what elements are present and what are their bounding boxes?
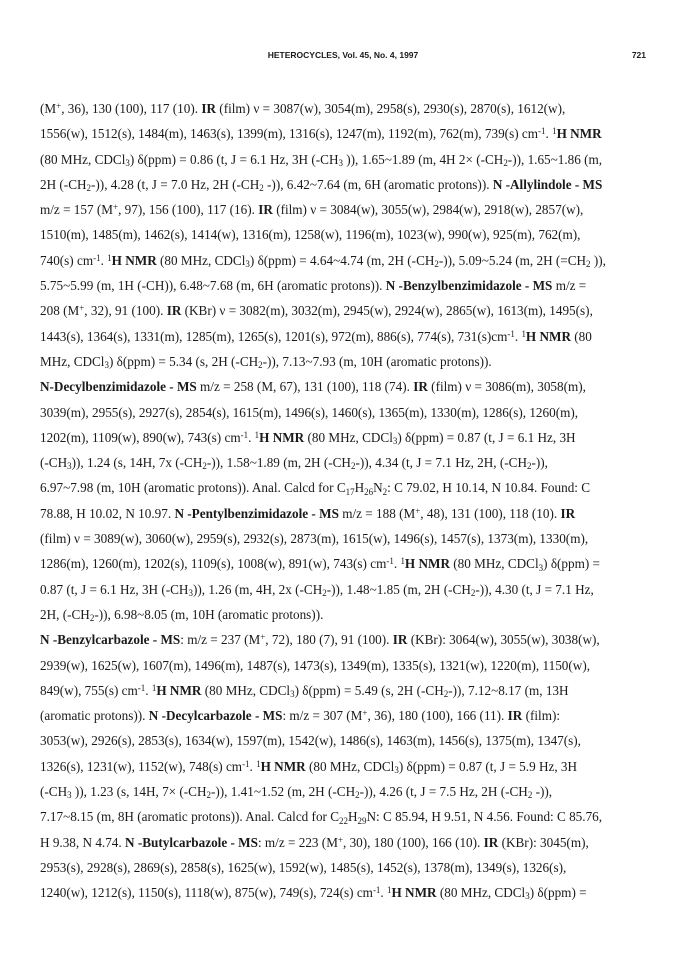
bold-label: IR bbox=[392, 632, 408, 648]
subscript: 2 bbox=[259, 183, 264, 194]
text-run: (KBr) ν = 3082(m), 3032(m), 2945(w), 2924(w), 2865(w), 1613(m), 1495(s), bbox=[181, 303, 593, 319]
text-run: -)), 1.65~1.86 (m, bbox=[507, 151, 603, 167]
text-run: 1326(s), 1231(w), 1152(w), 748(s) cm bbox=[40, 758, 243, 774]
text-run: . bbox=[545, 126, 553, 142]
superscript: 1 bbox=[400, 556, 405, 567]
bold-label: IR bbox=[560, 505, 576, 521]
bold-label: H NMR bbox=[260, 758, 306, 774]
subscript: 2 bbox=[443, 689, 449, 700]
text-line bbox=[40, 703, 650, 728]
text-run: m/z = 258 (M, 67), 131 (100), 118 (74). bbox=[196, 379, 414, 395]
text-run: -)), 5.09~5.24 (m, 2H (=CH bbox=[438, 252, 587, 268]
subscript: 3 bbox=[525, 891, 530, 902]
subscript: 2 bbox=[355, 790, 360, 801]
superscript: + bbox=[113, 202, 119, 213]
bold-label: N-Decylbenzimidazole - MS bbox=[40, 379, 197, 395]
subscript: 3 bbox=[104, 360, 109, 371]
text-line bbox=[40, 526, 650, 551]
text-run: (film) ν = 3089(w), 3060(w), 2959(s), 2932(s), 2873(m), 1615(w), 1496(s), 1457(s), 1373(m), 1330(m), bbox=[40, 531, 589, 547]
subscript: 2 bbox=[527, 790, 533, 801]
text-run: (80 MHz, CDCl bbox=[304, 429, 393, 445]
text-run: 849(w), 755(s) cm bbox=[40, 682, 138, 698]
text-run: . bbox=[248, 429, 255, 445]
bold-label: H NMR bbox=[391, 885, 437, 901]
subscript: 2 bbox=[350, 461, 356, 472]
journal-reference: HETEROCYCLES, Vol. 45, No. 4, 1997 bbox=[267, 50, 419, 60]
text-line bbox=[40, 501, 650, 526]
text-run: -)), 4.26 (t, J = 7.5 Hz, 2H (-CH bbox=[359, 784, 528, 800]
superscript: + bbox=[56, 100, 62, 111]
text-line bbox=[40, 678, 650, 703]
text-line bbox=[40, 830, 650, 855]
superscript: -1 bbox=[372, 885, 381, 896]
text-line bbox=[40, 653, 650, 678]
text-run: 2953(s), 2928(s), 2869(s), 2858(s), 1625(w), 1592(w), 1485(s), 1452(s), 1378(m), 1349(s), 1326(s), bbox=[40, 859, 567, 875]
text-run: )), 1.26 (m, 4H, 2x (-CH bbox=[192, 581, 323, 597]
subscript: 17 bbox=[345, 486, 355, 497]
text-run: H bbox=[348, 809, 358, 825]
superscript: + bbox=[260, 632, 266, 643]
subscript: 3 bbox=[245, 259, 250, 270]
subscript: 2 bbox=[258, 360, 263, 371]
text-run: )), bbox=[590, 252, 606, 268]
text-line bbox=[40, 349, 650, 374]
text-run: 2H, (-CH bbox=[40, 606, 90, 622]
bold-label: IR bbox=[413, 379, 428, 395]
subscript: 2 bbox=[89, 613, 95, 624]
text-run: 6.97~7.98 (m, 10H (aromatic protons)). Anal. Calcd for C bbox=[40, 480, 346, 496]
text-run: . bbox=[145, 682, 152, 698]
bold-label: IR bbox=[483, 834, 499, 850]
text-run: MHz, CDCl bbox=[40, 353, 105, 369]
text-line bbox=[40, 374, 650, 399]
text-line bbox=[40, 273, 650, 298]
bold-label: N -Butylcarbazole - MS bbox=[125, 834, 258, 850]
superscript: + bbox=[362, 708, 368, 719]
text-run: : m/z = 223 (M bbox=[257, 834, 338, 850]
text-run: -)), 7.12~8.17 (m, 13H bbox=[448, 682, 569, 698]
text-run: -)), 4.30 (t, J = 7.1 Hz, bbox=[475, 581, 594, 597]
superscript: 1 bbox=[552, 126, 557, 137]
text-line bbox=[40, 147, 650, 172]
text-run: 1556(w), 1512(s), 1484(m), 1463(s), 1399(m), 1316(s), 1247(m), 1192(m), 762(m), 739(s) cm bbox=[40, 126, 538, 142]
text-run: -)), 7.13~7.93 (m, 10H (aromatic protons)). bbox=[262, 353, 492, 369]
paragraph bbox=[40, 627, 650, 905]
text-run: -)), 6.98~8.05 (m, 10H (aromatic protons)). bbox=[94, 606, 324, 622]
text-run: m/z = 157 (M bbox=[40, 202, 114, 218]
bold-label: IR bbox=[201, 101, 216, 116]
text-run: . bbox=[100, 252, 108, 268]
bold-label: H NMR bbox=[525, 328, 571, 344]
bold-label: N -Benzylcarbazole - MS bbox=[40, 632, 181, 648]
superscript: + bbox=[415, 505, 421, 516]
text-run: , 48), 131 (100), 118 (10). bbox=[420, 505, 561, 521]
text-line bbox=[40, 754, 650, 779]
text-line bbox=[40, 121, 650, 146]
text-run: , 97), 156 (100), 117 (16). bbox=[118, 202, 259, 218]
text-run: , 32), 91 (100). bbox=[84, 303, 167, 319]
text-run: . bbox=[249, 758, 257, 774]
text-line bbox=[40, 298, 650, 323]
text-run: N bbox=[373, 480, 383, 496]
text-line bbox=[40, 324, 650, 349]
superscript: 1 bbox=[521, 328, 526, 339]
text-run: (KBr): 3045(m), bbox=[498, 834, 589, 850]
text-run: (film) ν = 3086(m), 3058(m), bbox=[427, 379, 586, 395]
superscript: 1 bbox=[387, 885, 392, 896]
text-run: )), 1.23 (s, 14H, 7× (-CH bbox=[71, 784, 207, 800]
text-run: 208 (M bbox=[40, 303, 80, 319]
subscript: 2 bbox=[434, 259, 439, 270]
bold-label: H NMR bbox=[259, 429, 305, 445]
text-line bbox=[40, 248, 650, 273]
subscript: 22 bbox=[339, 815, 348, 826]
text-run: (80 MHz, CDCl bbox=[201, 682, 291, 698]
superscript: + bbox=[337, 834, 343, 845]
text-run: 1510(m), 1485(m), 1462(s), 1414(w), 1316(m), 1258(w), 1196(m), 1023(w), 990(w), 925(m), 762(m), bbox=[40, 227, 581, 243]
text-run: (80 MHz, CDCl bbox=[40, 151, 126, 167]
text-run: : m/z = 307 (M bbox=[282, 708, 363, 724]
text-run: ) δ(ppm) = 5.34 (s, 2H (-CH bbox=[108, 353, 259, 369]
text-run: 7.17~8.15 (m, 8H (aromatic protons)). Anal. Calcd for C bbox=[40, 809, 340, 825]
bold-label: H NMR bbox=[556, 126, 602, 142]
text-run: ) δ(ppm) = 4.64~4.74 (m, 2H (-CH bbox=[249, 252, 435, 268]
paragraph bbox=[40, 96, 650, 374]
subscript: 2 bbox=[586, 259, 591, 270]
text-line bbox=[40, 880, 650, 905]
subscript: 3 bbox=[394, 764, 399, 775]
text-line bbox=[40, 577, 650, 602]
text-run: -)), 1.41~1.52 (m, 2H (-CH bbox=[210, 784, 356, 800]
text-run: -)), 1.58~1.89 (m, 2H (-CH bbox=[206, 455, 351, 471]
subscript: 3 bbox=[290, 689, 295, 700]
text-line bbox=[40, 172, 650, 197]
text-run: ) δ(ppm) = 0.87 (t, J = 5.9 Hz, 3H bbox=[398, 758, 578, 774]
text-line bbox=[40, 855, 650, 880]
text-run: 1443(s), 1364(s), 1331(m), 1285(m), 1265(s), 1201(s), 972(m), 886(s), 774(s), 731(s)cm bbox=[40, 328, 508, 344]
text-run: (-CH bbox=[40, 455, 68, 471]
text-run: 740(s) cm bbox=[40, 252, 94, 268]
superscript: -1 bbox=[242, 758, 250, 769]
subscript: 2 bbox=[86, 183, 92, 194]
text-line bbox=[40, 551, 650, 576]
text-run: -)), 4.34 (t, J = 7.1 Hz, 2H, (-CH bbox=[355, 455, 527, 471]
text-run: 2H (-CH bbox=[40, 176, 87, 192]
text-run: H bbox=[354, 480, 365, 496]
text-run: 1286(m), 1260(m), 1202(s), 1109(s), 1008(w), 891(w), 743(s) cm bbox=[40, 556, 387, 572]
superscript: 1 bbox=[256, 758, 261, 769]
text-run: m/z = 188 (M bbox=[338, 505, 416, 521]
text-run: -)), bbox=[531, 455, 548, 471]
bold-label: IR bbox=[166, 303, 182, 319]
bold-label: N -Allylindole - MS bbox=[492, 176, 603, 192]
subscript: 2 bbox=[503, 157, 508, 168]
text-run: (80 MHz, CDCl bbox=[156, 252, 246, 268]
text-run: : m/z = 237 (M bbox=[180, 632, 261, 648]
text-run: ) δ(ppm) = bbox=[529, 885, 587, 901]
superscript: + bbox=[79, 303, 85, 314]
bold-label: N -Decylcarbazole - MS bbox=[148, 708, 283, 724]
text-run: N: C 85.94, H 9.51, N 4.56. Found: C 85.76, bbox=[366, 809, 603, 825]
text-run: . bbox=[514, 328, 522, 344]
bold-label: H NMR bbox=[404, 556, 450, 572]
body-text bbox=[40, 96, 650, 906]
text-run: , 72), 180 (7), 91 (100). bbox=[265, 632, 393, 648]
text-run: )), 1.65~1.89 (m, 4H 2× (-CH bbox=[342, 151, 504, 167]
bold-label: IR bbox=[258, 202, 273, 218]
text-run: ) δ(ppm) = bbox=[543, 556, 600, 572]
text-run: (80 MHz, CDCl bbox=[305, 758, 395, 774]
text-run: (-CH bbox=[40, 784, 68, 800]
subscript: 3 bbox=[338, 157, 343, 168]
text-run: ) δ(ppm) = 0.87 (t, J = 6.1 Hz, 3H bbox=[397, 429, 576, 445]
text-run: 3039(m), 2955(s), 2927(s), 2854(s), 1615(m), 1496(s), 1460(s), 1365(m), 1330(m), 1286(s), 1260(m), bbox=[40, 404, 579, 420]
bold-label: N -Pentylbenzimidazole - MS bbox=[174, 505, 339, 521]
superscript: -1 bbox=[386, 556, 394, 567]
text-run: ) δ(ppm) = 0.86 (t, J = 6.1 Hz, 3H (-CH bbox=[129, 151, 339, 167]
bold-label: H NMR bbox=[156, 682, 202, 698]
running-head bbox=[40, 50, 646, 64]
text-run: 1240(w), 1212(s), 1150(s), 1118(w), 875(w), 749(s), 724(s) cm bbox=[40, 885, 373, 901]
superscript: 1 bbox=[107, 252, 112, 263]
subscript: 2 bbox=[382, 486, 388, 497]
text-line bbox=[40, 779, 650, 804]
superscript: 1 bbox=[151, 682, 157, 693]
text-run: 5.75~5.99 (m, 1H (-CH)), 6.48~7.68 (m, 6H (aromatic protons)). bbox=[40, 278, 386, 294]
subscript: 29 bbox=[357, 815, 367, 826]
text-run: -)), 4.28 (t, J = 7.0 Hz, 2H (-CH bbox=[91, 176, 260, 192]
text-line bbox=[40, 804, 650, 829]
text-run: -)), bbox=[532, 784, 553, 800]
text-line bbox=[40, 627, 650, 652]
text-line bbox=[40, 475, 650, 500]
page-number: 721 bbox=[631, 50, 646, 60]
text-run: (80 MHz, CDCl bbox=[436, 885, 526, 901]
superscript: -1 bbox=[507, 328, 515, 339]
text-line bbox=[40, 728, 650, 753]
text-run: ) δ(ppm) = 5.49 (s, 2H (-CH bbox=[294, 682, 444, 698]
text-line bbox=[40, 96, 650, 121]
subscript: 2 bbox=[470, 587, 476, 598]
superscript: 1 bbox=[254, 429, 260, 440]
text-line bbox=[40, 425, 650, 450]
subscript: 3 bbox=[125, 157, 130, 168]
paragraph bbox=[40, 374, 650, 627]
text-line bbox=[40, 602, 650, 627]
text-run: 3053(w), 2926(s), 2853(s), 1634(w), 1597(m), 1542(w), 1486(s), 1463(m), 1456(s), 1375(m), 1347(s), bbox=[40, 733, 581, 749]
text-run: : C 79.02, H 10.14, N 10.84. Found: C bbox=[387, 480, 591, 496]
text-run: . bbox=[393, 556, 401, 572]
text-run: (film) ν = 3087(w), 3054(m), 2958(s), 2930(s), 2870(s), 1612(w), bbox=[216, 101, 566, 116]
subscript: 3 bbox=[392, 436, 398, 447]
text-run: 1202(m), 1109(w), 890(w), 743(s) cm bbox=[40, 429, 241, 445]
superscript: -1 bbox=[137, 682, 146, 693]
text-run: -)), 6.42~7.64 (m, 6H (aromatic protons)). bbox=[263, 176, 493, 192]
subscript: 2 bbox=[202, 461, 207, 472]
text-run: (film) ν = 3084(w), 3055(w), 2984(w), 2918(w), 2857(w), bbox=[272, 202, 584, 218]
text-line bbox=[40, 400, 650, 425]
subscript: 26 bbox=[364, 486, 374, 497]
superscript: -1 bbox=[240, 429, 249, 440]
subscript: 3 bbox=[67, 790, 72, 801]
text-run: (film): bbox=[522, 708, 561, 724]
subscript: 2 bbox=[206, 790, 211, 801]
subscript: 3 bbox=[67, 461, 72, 472]
text-run: (80 MHz, CDCl bbox=[449, 556, 539, 572]
text-line bbox=[40, 450, 650, 475]
text-run: (M bbox=[40, 101, 57, 116]
subscript: 3 bbox=[538, 562, 544, 573]
text-run: 0.87 (t, J = 6.1 Hz, 3H (-CH bbox=[40, 581, 189, 597]
text-run: , 36), 130 (100), 117 (10). bbox=[61, 101, 202, 116]
bold-label: N -Benzylbenzimidazole - MS bbox=[385, 278, 553, 294]
text-run: , 36), 180 (100), 166 (11). bbox=[367, 708, 508, 724]
subscript: 2 bbox=[322, 587, 327, 598]
text-run: m/z = bbox=[552, 278, 587, 294]
text-run: H 9.38, N 4.74. bbox=[40, 834, 125, 850]
text-run: )), 1.24 (s, 14H, 7x (-CH bbox=[71, 455, 203, 471]
bold-label: IR bbox=[507, 708, 523, 724]
superscript: -1 bbox=[93, 252, 101, 263]
subscript: 2 bbox=[526, 461, 532, 472]
text-run: . bbox=[380, 885, 388, 901]
text-run: , 30), 180 (100), 166 (10). bbox=[342, 834, 484, 850]
text-line bbox=[40, 222, 650, 247]
text-run: 78.88, H 10.02, N 10.97. bbox=[40, 505, 175, 521]
text-run: (80 bbox=[570, 328, 592, 344]
text-run: 2939(w), 1625(w), 1607(m), 1496(m), 1487(s), 1473(s), 1349(m), 1335(s), 1321(w), 1220(m), 1150(w), bbox=[40, 657, 591, 673]
text-run: (aromatic protons)). bbox=[40, 708, 149, 724]
subscript: 3 bbox=[188, 587, 193, 598]
superscript: -1 bbox=[538, 126, 546, 137]
text-run: (KBr): 3064(w), 3055(w), 3038(w), bbox=[407, 632, 600, 648]
text-line bbox=[40, 197, 650, 222]
text-run: -)), 1.48~1.85 (m, 2H (-CH bbox=[326, 581, 471, 597]
bold-label: H NMR bbox=[111, 252, 157, 268]
